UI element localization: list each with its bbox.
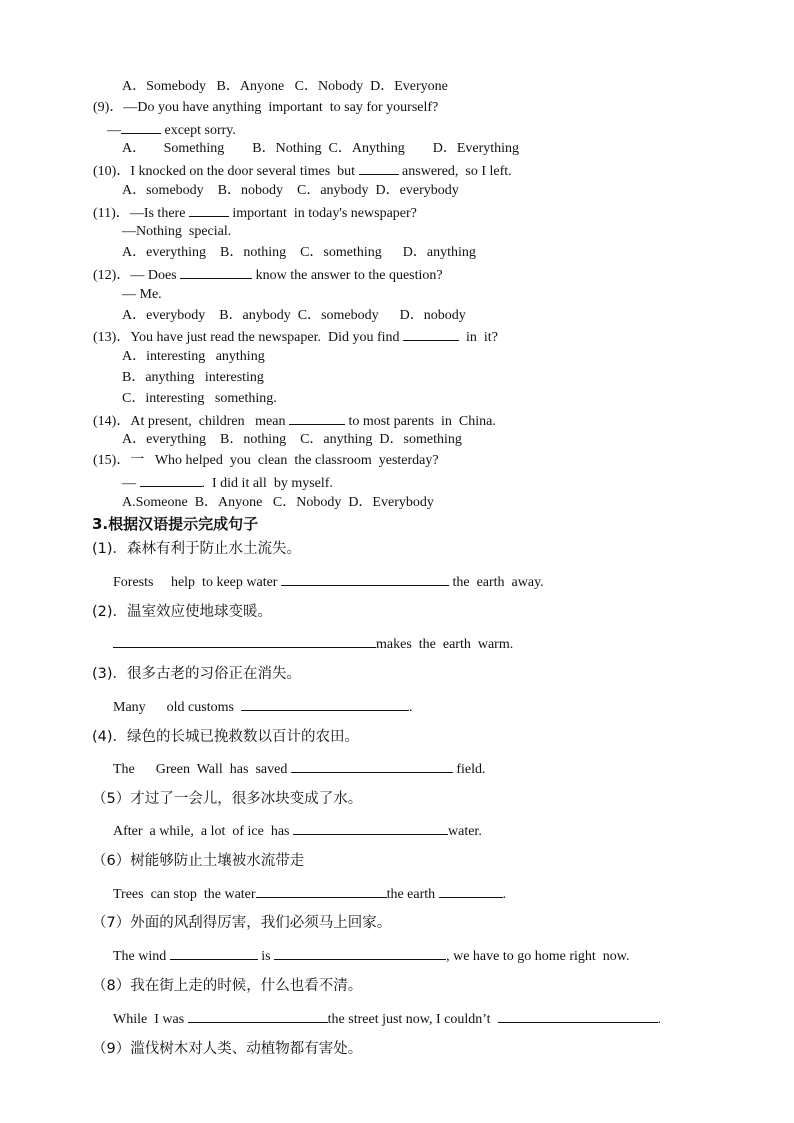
q12-number: (12)． [93,268,131,283]
t3-english-b: . [408,700,413,715]
t2-english-b: makes the earth warm. [376,637,514,652]
t6-english [113,884,506,904]
t4-english-a: The Green Wall has saved [113,762,291,777]
q11-blank[interactable] [189,203,229,217]
q10-stem-a: I knocked on the door several times but [130,164,359,179]
t6-blank-2[interactable] [439,884,503,898]
section-3-title: 3.根据汉语提示完成句子 [92,515,259,533]
t5-blank[interactable] [293,821,448,835]
t4-english-b: field. [452,762,486,777]
t6-english-a: Trees can stop the water [113,887,256,902]
q10-options: A．somebody B．nobody C．anybody D．everybody [122,183,459,198]
q8-options: A．Somebody B．Anyone C．Nobody D．Everyone [122,79,448,94]
q14-options: A．everything B．nothing C．anything D．something [122,432,462,447]
t7-english-b: is [257,949,275,964]
q13-blank[interactable] [403,327,459,341]
t1-blank[interactable] [281,572,449,586]
q12-stem-a: — Does [130,268,181,283]
q13-option-b: B．anything interesting [122,370,264,385]
q15-stem-text: 一 Who helped you clean the classroom yesterday? [130,453,439,468]
q12-blank[interactable] [180,265,252,279]
q9-number: (9)． [93,100,124,115]
q14-number: (14)． [93,414,131,429]
q13-stem-b: in it? [459,330,498,345]
q15-number: (15)． [93,453,131,468]
q11-stem-a: —Is there [129,206,189,221]
t6-english-b: the earth [386,887,439,902]
q13-option-a: A．interesting anything [122,349,265,364]
q15-reply [122,473,333,493]
t3-chinese: (3)．很多古老的习俗正在消失。 [92,666,302,682]
t7-blank-1[interactable] [170,946,258,960]
t4-chinese: (4)．绿色的长城已挽救数以百计的农田。 [92,729,360,745]
q15-stem [93,452,439,470]
t9-chinese: （9）滥伐树木对人类、动植物都有害处。 [92,1041,363,1057]
q15-options: A.Someone B．Anyone C．Nobody D．Everybody [122,495,434,510]
q9-blank[interactable] [121,120,161,134]
q11-stem [93,203,417,223]
t5-chinese: （5）才过了一会儿，很多冰块变成了水。 [92,791,363,807]
t7-english-a: The wind [113,949,170,964]
t2-english [113,634,513,654]
q13-stem-a: You have just read the newspaper. Did you find [130,330,404,345]
t7-english [113,946,630,966]
q13-stem [93,327,498,347]
t8-english-a: While I was [113,1012,188,1027]
t8-english-b: the street just now, I couldn’t [327,1012,498,1027]
q9-stem [93,99,438,117]
q11-stem-b: important in today's newspaper? [228,206,417,221]
q12-options: A．everybody B．anybody C．somebody D．nobody [122,308,466,323]
q13-number: (13)． [93,330,131,345]
t8-english [113,1009,661,1029]
t6-blank-1[interactable] [256,884,387,898]
q9-reply [107,120,236,140]
t1-english [113,572,544,592]
q9-reply-dash: — [107,123,121,138]
t6-english-c: . [502,887,507,902]
t3-english [113,697,412,717]
t1-english-b: the earth away. [448,575,544,590]
q10-stem [93,161,512,181]
q14-stem-b: to most parents in China. [344,414,496,429]
t8-english-c: . [657,1012,662,1027]
q10-blank[interactable] [359,161,399,175]
t7-english-c: , we have to go home right now. [446,949,630,964]
q9-reply-rest: except sorry. [161,123,236,138]
t5-english-b: water. [448,824,482,839]
t2-chinese: (2)．温室效应使地球变暖。 [92,604,273,620]
q11-options: A．everything B．nothing C．something D．anything [122,245,476,260]
q15-reply-b: . I did it all by myself. [201,476,333,491]
q14-stem [93,411,496,431]
t1-english-a: Forests help to keep water [113,575,281,590]
q10-stem-b: answered, so I left. [398,164,512,179]
t4-blank[interactable] [291,759,453,773]
t8-blank-1[interactable] [188,1009,328,1023]
q10-number: (10)． [93,164,131,179]
t4-english [113,759,486,779]
t3-blank[interactable] [241,697,409,711]
t5-english-a: After a while, a lot of ice has [113,824,293,839]
q14-stem-a: At present, children mean [130,414,289,429]
q12-stem [93,265,443,285]
q11-number: (11)． [93,206,130,221]
q14-blank[interactable] [289,411,345,425]
t7-blank-2[interactable] [274,946,446,960]
t2-blank[interactable] [113,634,376,648]
q9-stem-text: —Do you have anything important to say for yourself? [123,100,439,115]
q12-stem-b: know the answer to the question? [252,268,443,283]
t3-english-a: Many old customs [113,700,241,715]
q13-option-c: C．interesting something. [122,391,277,406]
q12-reply: — Me. [122,287,162,302]
t6-chinese: （6）树能够防止土壤被水流带走 [92,853,305,869]
t8-chinese: （8）我在街上走的时候，什么也看不清。 [92,978,363,994]
q15-blank[interactable] [140,473,202,487]
t8-blank-2[interactable] [498,1009,658,1023]
t5-english [113,821,482,841]
q11-reply: —Nothing special. [122,224,232,239]
q9-options: A． Something B．Nothing C．Anything D．Everything [122,141,520,156]
q15-reply-a: — [122,476,140,491]
t1-chinese: (1)．森林有利于防止水土流失。 [92,541,302,557]
t7-chinese: （7）外面的风刮得厉害，我们必须马上回家。 [92,915,392,931]
